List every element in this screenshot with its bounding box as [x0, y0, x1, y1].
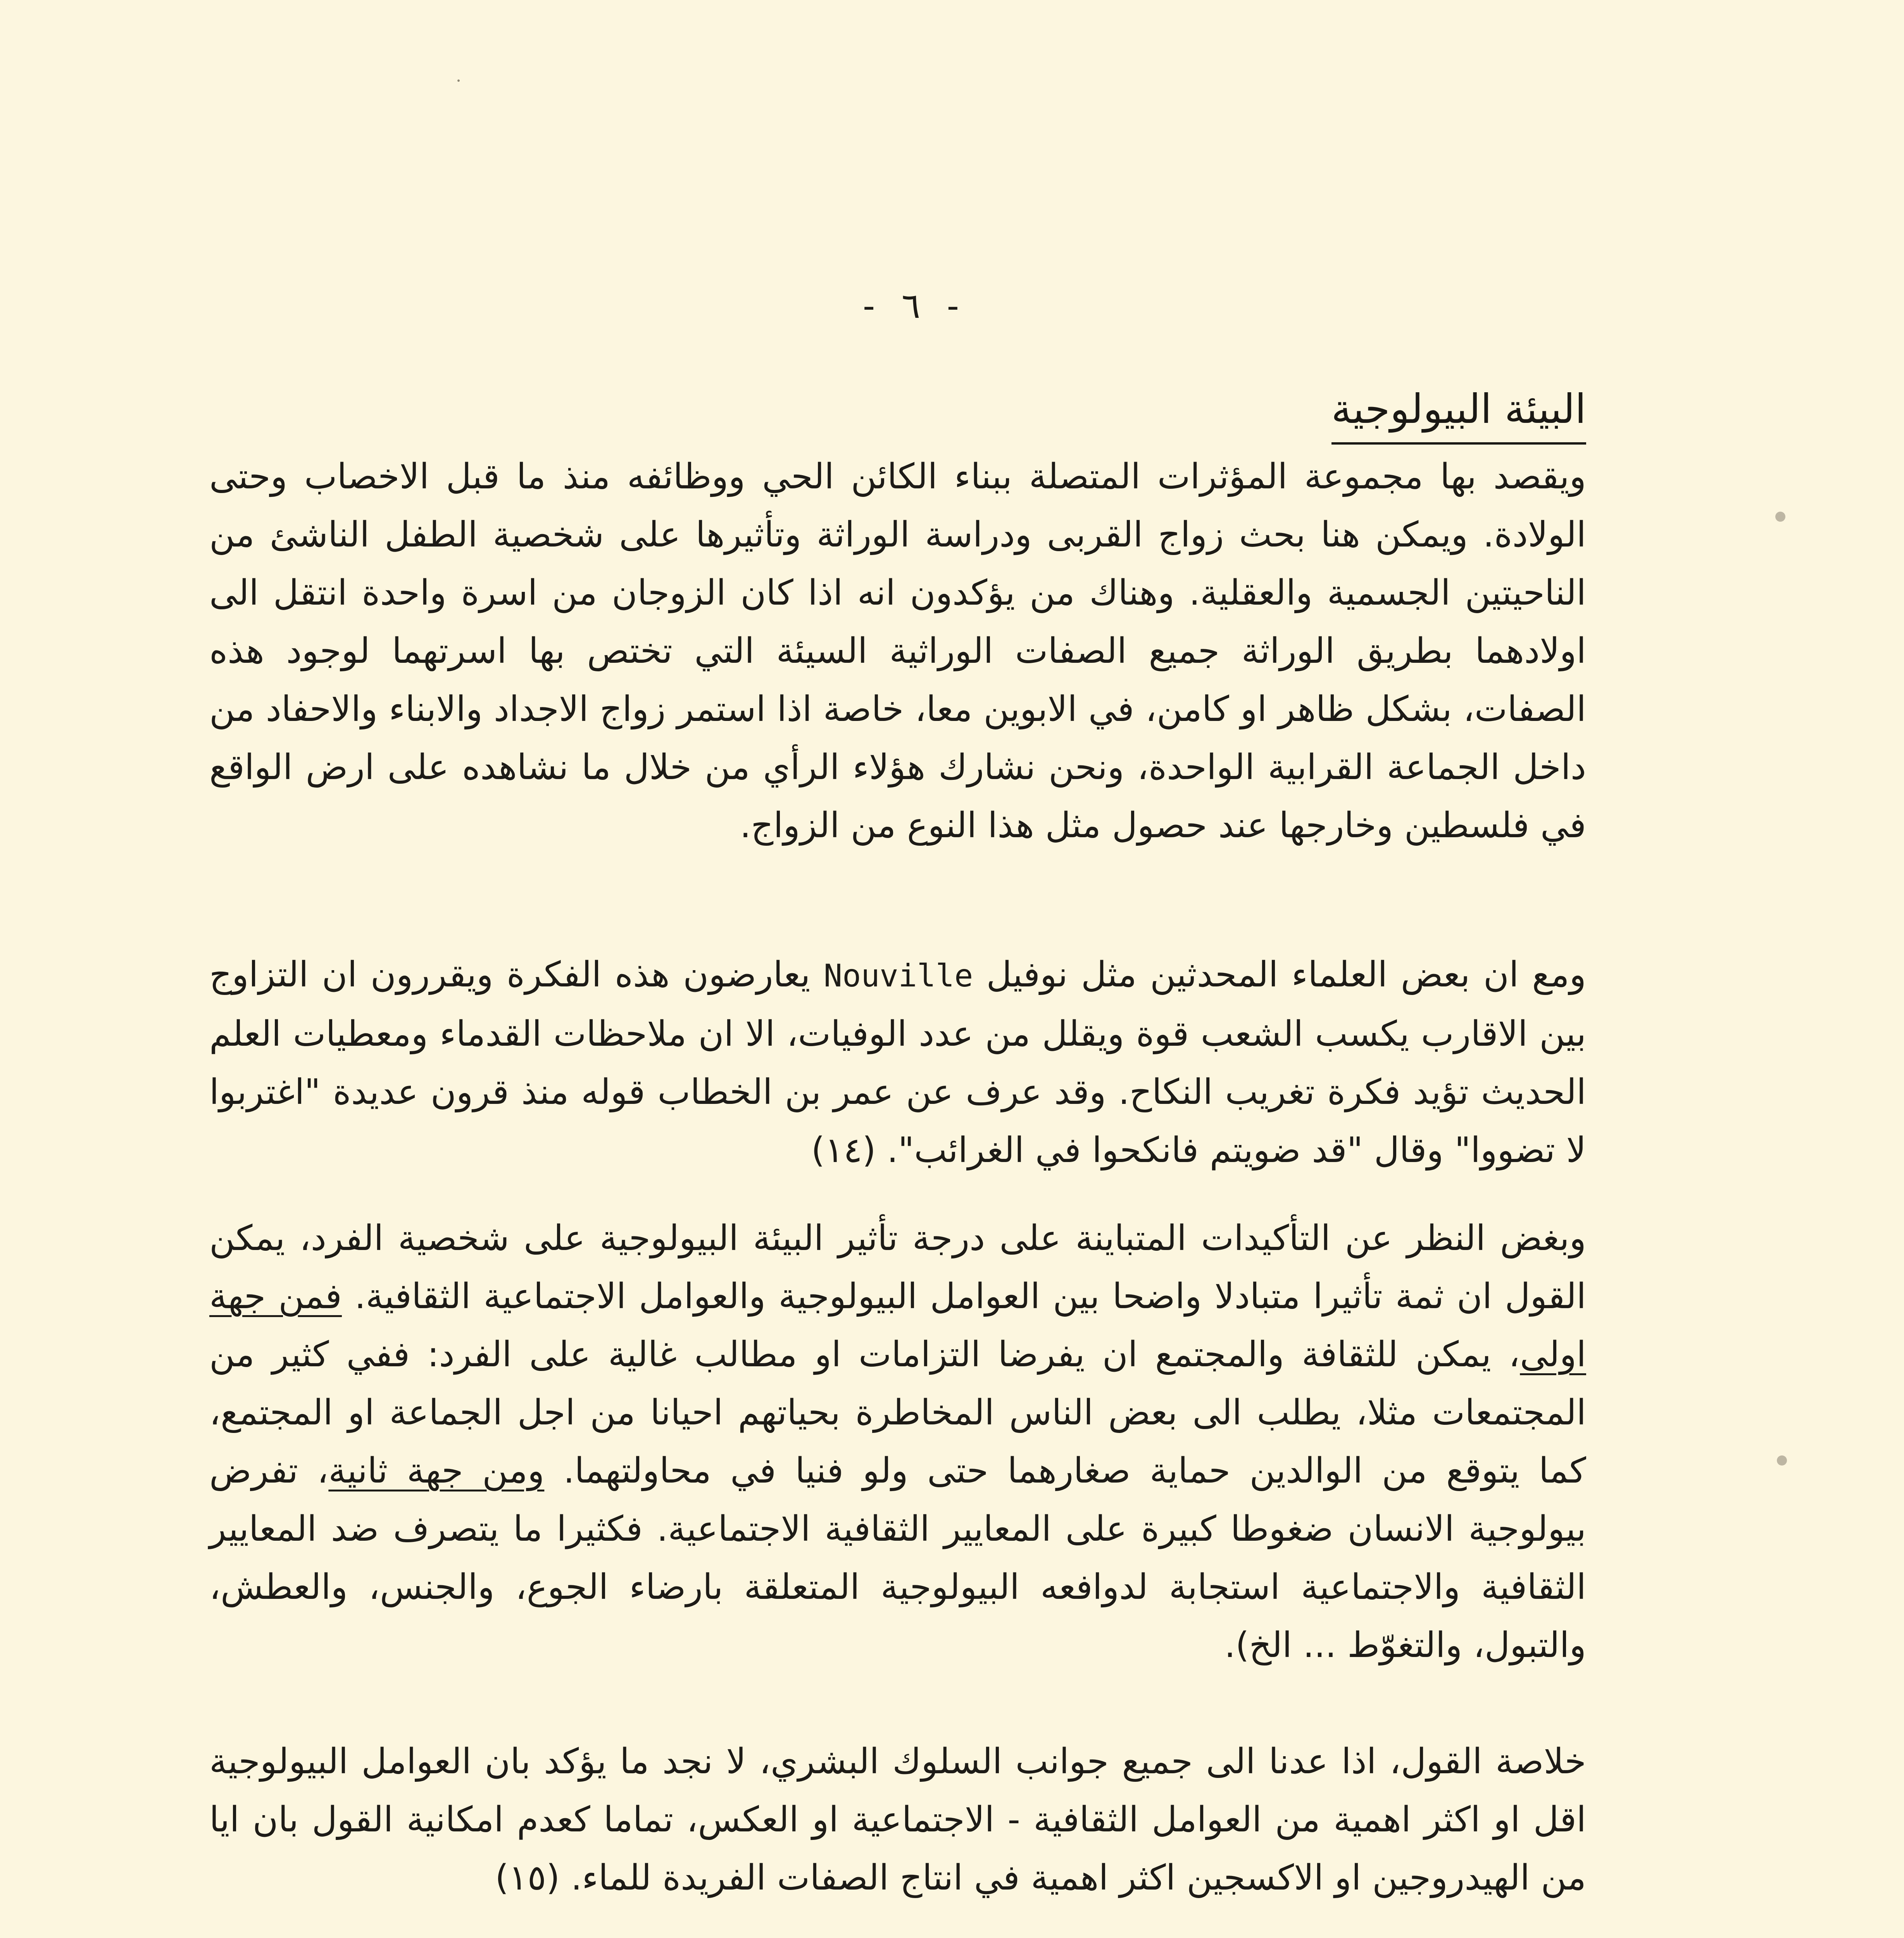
paragraph-text: يعارضون هذه الفكرة ويقررون ان التزاوج بين الاقارب يكسب الشعب قوة ويقلل من عدد الوفيات، الا ان ملاحظات القدماء ومعطيات العلم الحديث تؤيد فكرة تغريب النكاح. وقد عرف عن عمر بن الخطاب قوله منذ قرون عديدة "اغتربوا لا تضووا" وقال "قد ضويتم فانكحوا في الغرائب". (١٤) [209, 954, 1586, 1171]
paper-speck [457, 79, 460, 82]
page-number: - ٦ - [858, 286, 964, 326]
section-heading: البيئة البيولوجية [1331, 382, 1586, 445]
paragraph-interaction [209, 1209, 1586, 1682]
latin-name: Nouville [823, 958, 973, 994]
paragraph-conclusion: خلاصة القول، اذا عدنا الى جميع جوانب السلوك البشري، لا نجد ما يؤكد بان العوامل البيولوجية اقل او اكثر اهمية من العوامل الثقافية - الاجتماعية او العكس، تماما كعدم امكانية القول بان ايا من الهيدروجين او الاكسجين اكثر اهمية في انتاج الصفات الفريدة للماء. (١٥) [209, 1741, 1586, 1898]
paragraph-text: وبغض النظر عن التأكيدات المتباينة على درجة تأثير البيئة البيولوجية على شخصية الفرد، يمكن القول ان ثمة تأثيرا متبادلا واضحا بين العوامل البيولوجية والعوامل الاجتماعية الثقافية. [209, 1218, 1586, 1317]
underlined-phrase: فمن جهة اولى [209, 1276, 1586, 1375]
paragraph-text: ، تفرض بيولوجية الانسان ضغوطا كبيرة على المعايير الثقافية الاجتماعية. فكثيرا ما يتصرف ضد المعايير الثقافية والاجتماعية استجابة لدوافعه البيولوجية المتعلقة بارضاء الجوع، والجنس، والعطش، والتبول، والتغوّط ... الخ). [209, 1450, 1586, 1666]
paragraph-text: ومع ان بعض العلماء المحدثين مثل نوفيل [986, 954, 1587, 995]
punch-hole [1775, 512, 1785, 522]
paragraph-text: ، يمكن للثقافة والمجتمع ان يفرضا التزامات او مطالب غالية على الفرد: ففي كثير من المجتمعات مثلا، يطلب الى بعض الناس المخاطرة بحياتهم احيانا من اجل الجماعة او المجتمع، كما يتوقع من الوالدين حماية صغارهما حتى ولو فنيا في محاولتهما. [209, 1334, 1587, 1491]
punch-hole [1777, 1455, 1787, 1466]
underlined-phrase: ومن جهة ثانية [328, 1450, 545, 1491]
paragraph-definition: ويقصد بها مجموعة المؤثرات المتصلة ببناء الكائن الحي ووظائفه منذ ما قبل الاخصاب وحتى الولادة. ويمكن هنا بحث زواج القربى ودراسة الوراثة وتأثيرها على شخصية الطفل الناشئ من الناحيتين الجسمية والعقلية. وهناك من يؤكدون انه اذا كان الزوجان من اسرة واحدة انتقل الى اولادهما بطريق الوراثة جميع الصفات الوراثية السيئة التي تختص بها اسرتهما لوجود هذه الصفات، بشكل ظاهر او كامن، في الابوين معا، خاصة اذا استمر زواج الاجداد والابناء والاحفاد من داخل الجماعة القرابية الواحدة، ونحن نشارك هؤلاء الرأي من خلال ما نشاهده على ارض الواقع في فلسطين وخارجها عند حصول مثل هذا النوع من الزواج. [209, 456, 1586, 846]
paragraph-intermarriage [209, 946, 1586, 1178]
